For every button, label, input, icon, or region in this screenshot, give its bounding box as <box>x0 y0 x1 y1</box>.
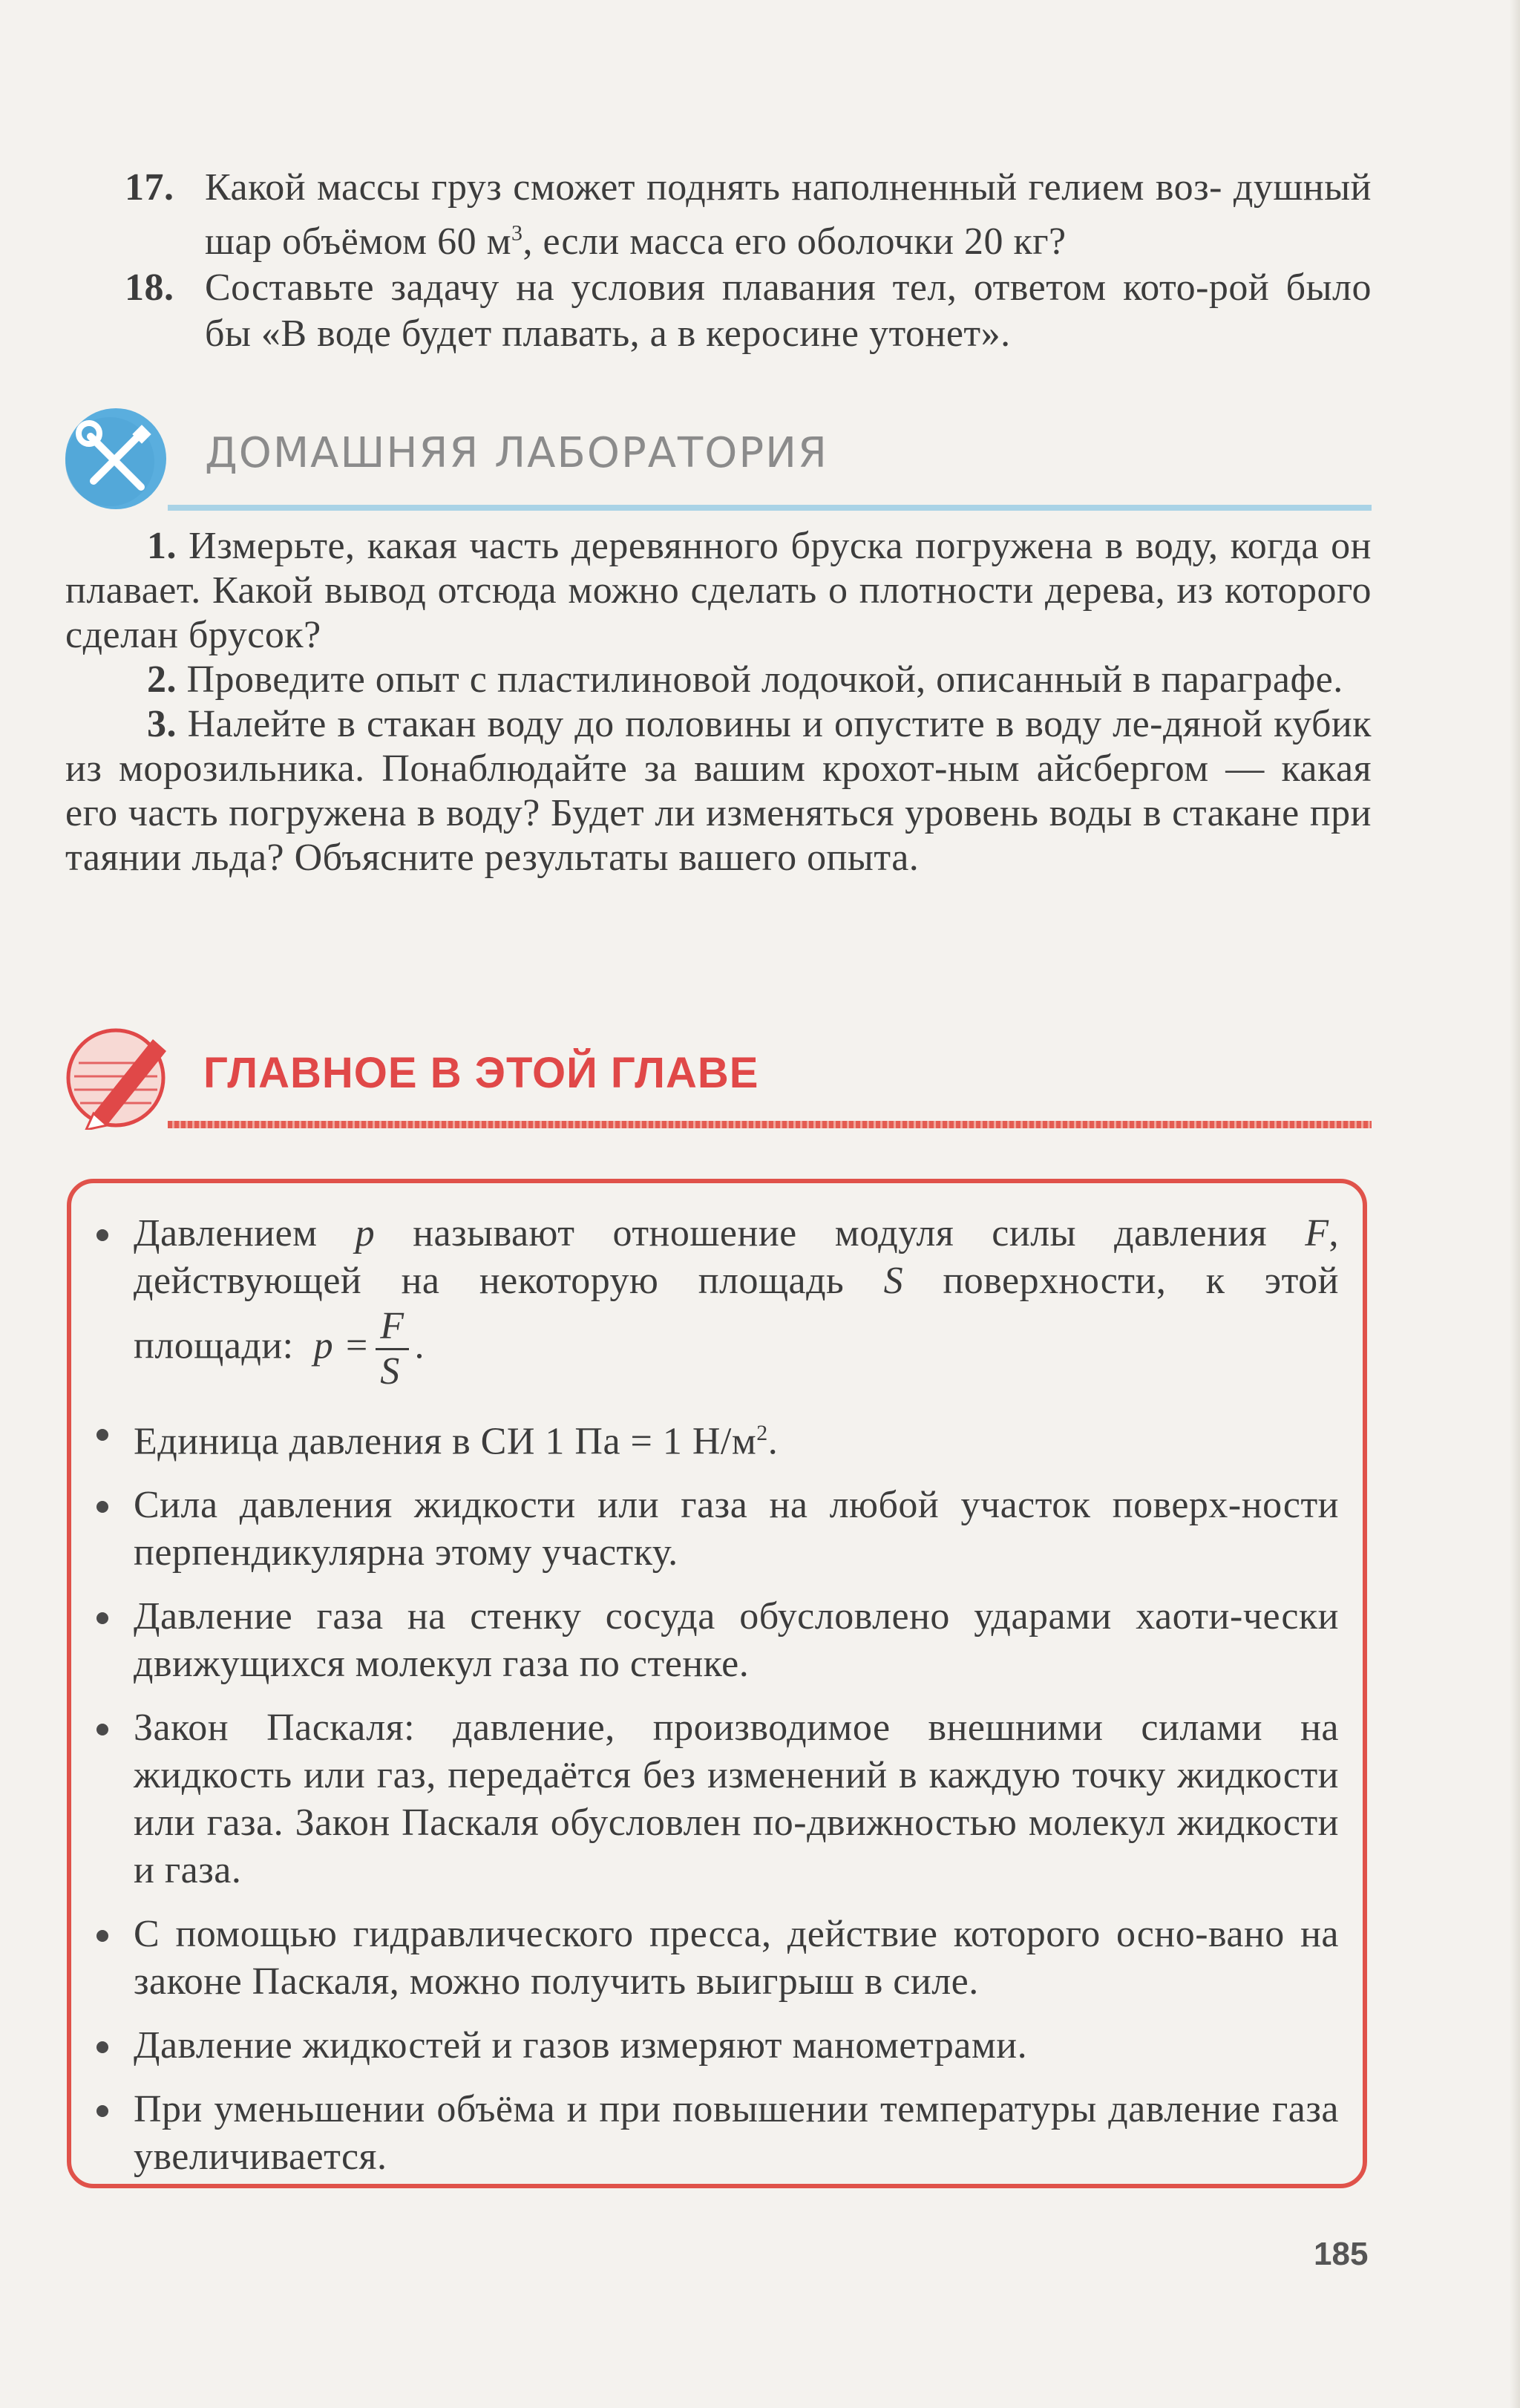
summary-item: При уменьшении объёма и при повышении температуры давление газа увеличивается. <box>134 2086 1339 2181</box>
lab-item-text: Измерьте, какая часть деревянного бруска погружена в воду, когда он плавает. Какой вывод отсюда можно сделать о плотности дерева, из которого сделан брусок? <box>65 525 1372 656</box>
lab-item-2 <box>65 658 1372 702</box>
summary-item: Закон Паскаля: давление, производимое внешними силами на жидкость или газ, передаётся без изменений в каждую точку жидкости или газа. Закон Паскаля обусловлен по-движностью молекул жидкости и газа. <box>134 1704 1339 1894</box>
summary-item-pressure-definition <box>134 1210 1339 1393</box>
symbol-F: F <box>1305 1212 1329 1254</box>
text: . <box>767 1420 779 1463</box>
home-lab-title: ДОМАШНЯЯ ЛАБОРАТОРИЯ <box>205 429 828 477</box>
page-number: 185 <box>1314 2236 1369 2272</box>
problem-18 <box>125 265 1372 357</box>
symbol-S: S <box>883 1260 904 1302</box>
text: поверхности, к этой площади: <box>134 1260 1339 1367</box>
text: Единица давления в СИ 1 Па = 1 Н/м <box>134 1420 757 1463</box>
page-edge-shadow <box>1510 0 1520 2408</box>
summary-item: Сила давления жидкости или газа на любой участок поверх-ности перпендикулярна этому участку. <box>134 1482 1339 1577</box>
problem-text: Составьте задачу на условия плавания тел, ответом кото-рой было бы «В воде будет плавать, а в керосине утонет». <box>205 266 1372 356</box>
summary-item: Давление газа на стенку сосуда обусловлено ударами хаоти-чески движущихся молекул газа по стенке. <box>134 1593 1339 1688</box>
problems-list <box>125 165 1372 357</box>
pressure-formula-fraction <box>376 1305 408 1393</box>
exponent: 2 <box>756 1421 768 1445</box>
text: , действующей на некоторую площадь <box>134 1212 1339 1302</box>
section-divider <box>168 1121 1372 1128</box>
lab-item-text: Проведите опыт с пластилиновой лодочкой, описанный в параграфе. <box>186 658 1343 701</box>
chapter-summary-title: ГЛАВНОЕ В ЭТОЙ ГЛАВЕ <box>203 1049 759 1097</box>
lab-item-number: 2. <box>147 658 177 701</box>
lab-item-number: 3. <box>147 703 177 745</box>
fraction-numerator: F <box>376 1305 408 1350</box>
chapter-summary-header <box>64 1026 1372 1130</box>
symbol-p: p <box>355 1212 376 1254</box>
summary-item: С помощью гидравлического пресса, действие которого осно-вано на законе Паскаля, можно получить выигрыш в силе. <box>134 1911 1339 2006</box>
home-lab-items <box>65 524 1372 880</box>
formula-lhs: p = <box>313 1324 370 1367</box>
section-divider <box>168 505 1372 511</box>
summary-item-si-unit <box>134 1410 1339 1465</box>
wrench-screwdriver-icon <box>64 407 168 511</box>
lab-item-text: Налейте в стакан воду до половины и опустите в воду ле-дяной кубик из морозильника. Понаблюдайте за вашим крохот-ным айсбергом — какая его часть погружена в воду? Будет ли изменяться уровень воды в стакане при таянии льда? Объясните результаты вашего опыта. <box>65 703 1372 879</box>
problem-number: 18. <box>125 266 174 310</box>
problem-text-part: , если масса его оболочки 20 кг? <box>522 220 1067 264</box>
lab-item-1 <box>65 524 1372 658</box>
summary-item: Давление жидкостей и газов измеряют манометрами. <box>134 2022 1339 2070</box>
problem-number: 17. <box>125 166 174 209</box>
pencil-notebook-icon <box>64 1026 171 1130</box>
home-lab-header <box>64 407 1372 511</box>
problem-text-line1: Какой массы груз сможет поднять наполненный гелием воз- <box>205 166 1222 209</box>
text: Давлением <box>134 1212 356 1254</box>
lab-item-number: 1. <box>147 525 177 567</box>
text: называют отношение модуля силы давления <box>375 1212 1306 1254</box>
problem-text-part: душный шар объёмом 60 м <box>205 166 1372 264</box>
summary-list <box>134 1210 1339 2197</box>
text: . <box>414 1324 425 1367</box>
exponent: 3 <box>511 221 523 246</box>
fraction-denominator: S <box>380 1350 400 1393</box>
problem-17 <box>125 165 1372 265</box>
lab-item-3 <box>65 702 1372 880</box>
